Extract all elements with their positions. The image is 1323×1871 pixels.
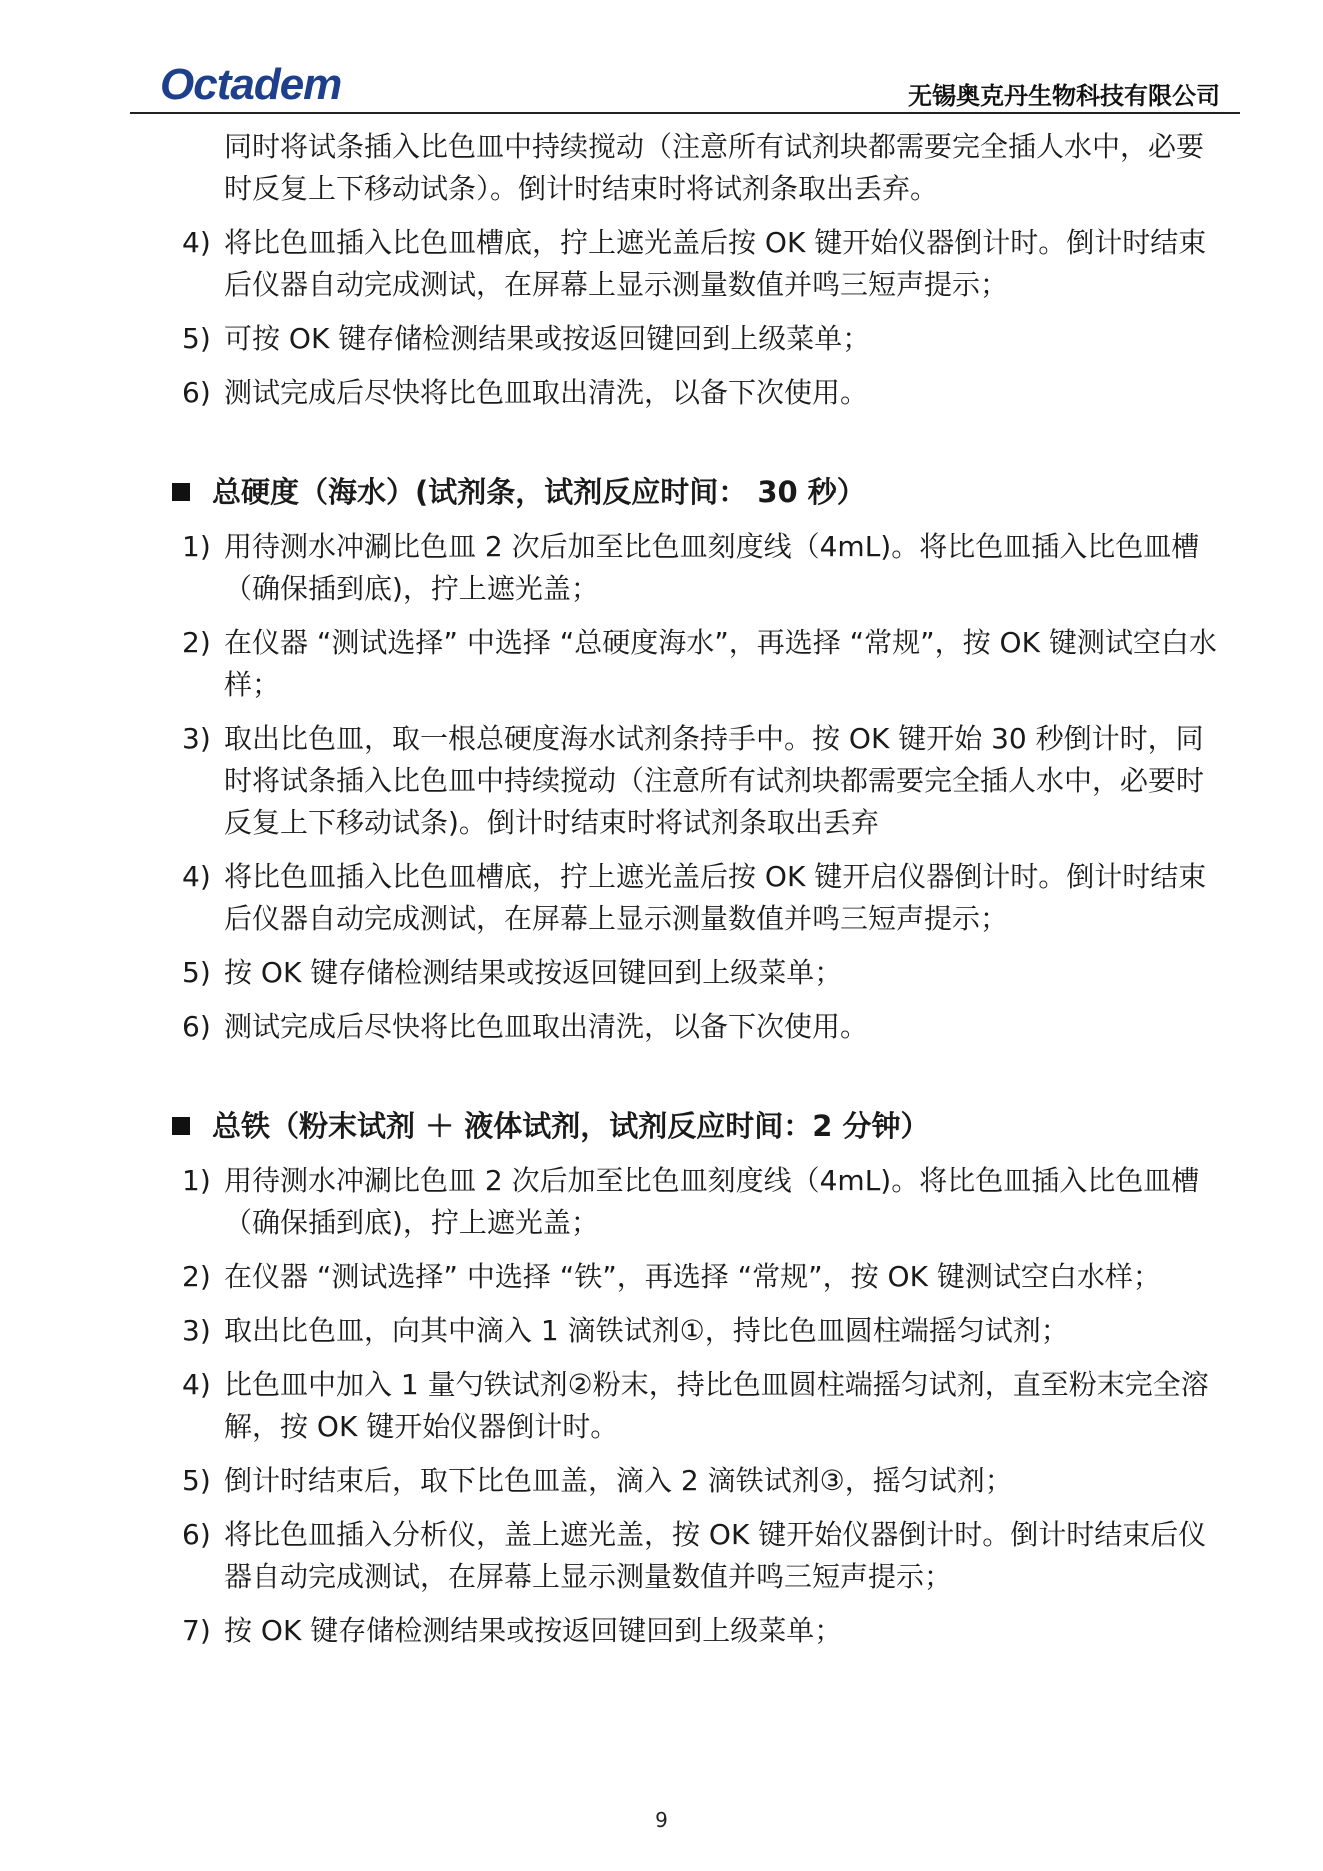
list-item bbox=[0, 526, 1224, 610]
step-number: 4) bbox=[182, 226, 211, 259]
list-item bbox=[0, 856, 1224, 940]
list-item bbox=[0, 622, 1224, 706]
step-text: 将比色皿插入比色皿槽底，拧上遮光盖后按 OK 键开始仪器倒计时。倒计时结束后仪器自动完成测试，在屏幕上显示测量数值并鸣三短声提示； bbox=[224, 226, 1207, 301]
step-number: 5) bbox=[182, 1464, 211, 1497]
section-title: 总硬度（海水）(试剂条，试剂反应时间： 30 秒） bbox=[212, 475, 866, 509]
company-logo: Octadem bbox=[160, 60, 342, 109]
section2-steps bbox=[0, 1160, 1323, 1652]
step-text: 用待测水冲涮比色皿 2 次后加至比色皿刻度线（4mL)。将比色皿插入比色皿槽（确保插到底)，拧上遮光盖； bbox=[224, 530, 1200, 605]
step-text: 将比色皿插入比色皿槽底，拧上遮光盖后按 OK 键开启仪器倒计时。倒计时结束后仪器自动完成测试，在屏幕上显示测量数值并鸣三短声提示； bbox=[224, 860, 1207, 935]
step-number: 1) bbox=[182, 1164, 211, 1197]
section-title: 总铁（粉末试剂 ＋ 液体试剂，试剂反应时间：2 分钟） bbox=[212, 1109, 930, 1143]
step-number: 3) bbox=[182, 1314, 211, 1347]
intro-steps bbox=[0, 222, 1323, 414]
step-number: 1) bbox=[182, 530, 211, 563]
section1-steps bbox=[0, 526, 1323, 1048]
page-number: 9 bbox=[655, 1808, 668, 1832]
square-bullet-icon bbox=[172, 483, 190, 501]
step-number: 7) bbox=[182, 1614, 211, 1647]
list-item bbox=[0, 1460, 1224, 1502]
step-number: 2) bbox=[182, 626, 211, 659]
step-text: 按 OK 键存储检测结果或按返回键回到上级菜单； bbox=[224, 1614, 843, 1647]
step-text: 测试完成后尽快将比色皿取出清洗，以备下次使用。 bbox=[224, 376, 869, 409]
step-number: 5) bbox=[182, 322, 211, 355]
step-number: 6) bbox=[182, 376, 211, 409]
company-name: 无锡奥克丹生物科技有限公司 bbox=[908, 82, 1220, 110]
list-item bbox=[0, 1514, 1224, 1598]
step-text: 在仪器 “测试选择” 中选择 “总硬度海水”，再选择 “常规”，按 OK 键测试空白水样； bbox=[224, 626, 1217, 701]
step-number: 4) bbox=[182, 1368, 211, 1401]
list-item bbox=[0, 318, 1224, 360]
step-text: 取出比色皿，取一根总硬度海水试剂条持手中。按 OK 键开始 30 秒倒计时，同时将试条插入比色皿中持续搅动（注意所有试剂块都需要完全插人水中，必要时反复上下移动试条)。倒计时结束时将试剂条取出丢弃 bbox=[224, 722, 1205, 839]
page-content bbox=[0, 126, 1323, 1652]
step-text: 比色皿中加入 1 量勺铁试剂②粉末，持比色皿圆柱端摇匀试剂，直至粉末完全溶解，按 OK 键开始仪器倒计时。 bbox=[224, 1368, 1209, 1443]
list-item bbox=[0, 1256, 1224, 1298]
step-text: 在仪器 “测试选择” 中选择 “铁”，再选择 “常规”，按 OK 键测试空白水样； bbox=[224, 1260, 1161, 1293]
list-item bbox=[0, 952, 1224, 994]
step-text: 按 OK 键存储检测结果或按返回键回到上级菜单； bbox=[224, 956, 843, 989]
step-text: 将比色皿插入分析仪，盖上遮光盖，按 OK 键开始仪器倒计时。倒计时结束后仪器自动完成测试，在屏幕上显示测量数值并鸣三短声提示； bbox=[224, 1518, 1207, 1593]
list-item bbox=[0, 222, 1224, 306]
step-number: 2) bbox=[182, 1260, 211, 1293]
step-number: 6) bbox=[182, 1518, 211, 1551]
step-text: 测试完成后尽快将比色皿取出清洗，以备下次使用。 bbox=[224, 1010, 869, 1043]
step-number: 4) bbox=[182, 860, 211, 893]
list-item bbox=[0, 1310, 1224, 1352]
step-text: 可按 OK 键存储检测结果或按返回键回到上级菜单； bbox=[224, 322, 871, 355]
list-item bbox=[0, 1364, 1224, 1448]
list-item bbox=[0, 1160, 1224, 1244]
square-bullet-icon bbox=[172, 1117, 190, 1135]
step-number: 5) bbox=[182, 956, 211, 989]
section-heading bbox=[0, 1104, 1323, 1148]
list-item bbox=[0, 1610, 1224, 1652]
step-number: 3) bbox=[182, 722, 211, 755]
list-item bbox=[0, 1006, 1224, 1048]
section-heading bbox=[0, 470, 1323, 514]
page-header bbox=[130, 60, 1240, 114]
step-text: 取出比色皿，向其中滴入 1 滴铁试剂①，持比色皿圆柱端摇匀试剂； bbox=[224, 1314, 1069, 1347]
step-number: 6) bbox=[182, 1010, 211, 1043]
step-text: 用待测水冲涮比色皿 2 次后加至比色皿刻度线（4mL)。将比色皿插入比色皿槽（确保插到底)，拧上遮光盖； bbox=[224, 1164, 1200, 1239]
list-item bbox=[0, 718, 1224, 844]
list-item bbox=[0, 372, 1224, 414]
continuation-text: 同时将试条插入比色皿中持续搅动（注意所有试剂块都需要完全插人水中，必要时反复上下移动试条）。倒计时结束时将试剂条取出丢弃。 bbox=[224, 130, 1205, 205]
step-text: 倒计时结束后，取下比色皿盖，滴入 2 滴铁试剂③，摇匀试剂； bbox=[224, 1464, 1013, 1497]
